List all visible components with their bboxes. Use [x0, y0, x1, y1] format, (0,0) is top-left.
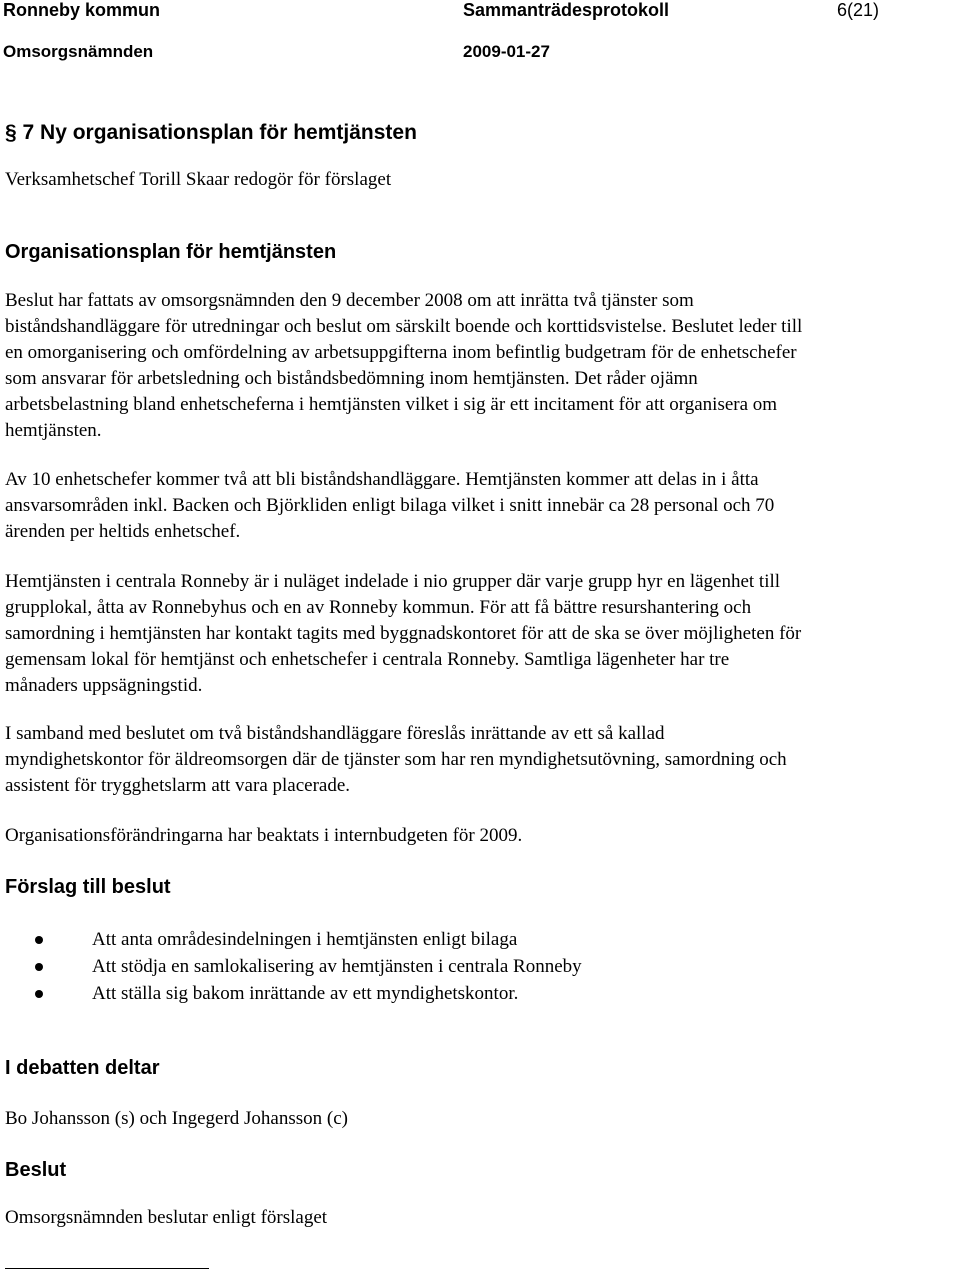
paragraph-line: myndighetskontor för äldreomsorgen där de tjänster som har ren myndighetsutövning, samordning och — [5, 749, 787, 770]
paragraph-line: biståndshandläggare för utredningar och beslut om särskilt boende och korttidsvistelse. Beslutet leder till — [5, 316, 803, 337]
proposal-heading: Förslag till beslut — [5, 876, 171, 898]
decision-text: Omsorgsnämnden beslutar enligt förslaget — [5, 1207, 328, 1228]
header-municipality: Ronneby kommun — [3, 0, 161, 20]
paragraph-4 — [5, 721, 945, 799]
paragraph-1 — [5, 288, 945, 444]
section-heading: Organisationsplan för hemtjänsten — [5, 241, 337, 263]
paragraph-line: som ansvarar för arbetsledning och biståndsbedömning inom hemtjänsten. Det råder ojämn — [5, 368, 698, 389]
bullet-icon — [35, 990, 43, 998]
paragraph-line: ansvarsområden inkl. Backen och Björkliden enligt bilaga vilket i snitt innebär ca 28 personal och 70 — [5, 495, 775, 516]
header-date: 2009-01-27 — [463, 42, 550, 61]
paragraph-line: samordning i hemtjänsten har kontakt tagits med byggnadskontoret för att de ska se över möjligheten för — [5, 623, 802, 644]
decision-heading: Beslut — [5, 1159, 67, 1181]
list-item — [0, 926, 582, 953]
paragraph-line: I samband med beslutet om två biståndshandläggare föreslås inrättande av ett så kallad — [5, 723, 665, 744]
proposal-item-text: Att ställa sig bakom inrättande av ett myndighetskontor. — [92, 983, 519, 1004]
paragraph-line: Beslut har fattats av omsorgsnämnden den 9 december 2008 om att inrätta två tjänster som — [5, 290, 694, 311]
paragraph-line: månaders uppsägningstid. — [5, 675, 203, 696]
paragraph-2 — [5, 467, 945, 545]
list-item — [0, 980, 582, 1007]
header-board: Omsorgsnämnden — [3, 42, 154, 61]
paragraph-line: Av 10 enhetschefer kommer två att bli biståndshandläggare. Hemtjänsten kommer att delas in i åtta — [5, 469, 759, 490]
debate-heading: I debatten deltar — [5, 1057, 160, 1079]
proposal-item-text: Att anta områdesindelningen i hemtjänsten enligt bilaga — [92, 929, 518, 950]
item-title: § 7 Ny organisationsplan för hemtjänsten — [5, 121, 417, 144]
proposal-list — [0, 926, 582, 1007]
debate-participants: Bo Johansson (s) och Ingegerd Johansson (c) — [5, 1108, 348, 1129]
proposal-item-text: Att stödja en samlokalisering av hemtjänsten i centrala Ronneby — [92, 956, 582, 977]
paragraph-5: Organisationsförändringarna har beaktats i internbudgeten för 2009. — [5, 825, 523, 846]
header-page-number: 6(21) — [837, 0, 880, 20]
bullet-icon — [35, 936, 43, 944]
paragraph-line: en omorganisering och omfördelning av arbetsuppgifterna inom befintlig budgetram för de enhetschefer — [5, 342, 797, 363]
paragraph-line: gemensam lokal för hemtjänst och enhetschefer i centrala Ronneby. Samtliga lägenheter har tre — [5, 649, 730, 670]
paragraph-line: grupplokal, åtta av Ronnebyhus och en av Ronneby kommun. För att få bättre resurshantering och — [5, 597, 752, 618]
list-item — [0, 953, 582, 980]
item-intro: Verksamhetschef Torill Skaar redogör för förslaget — [5, 169, 392, 190]
paragraph-line: arbetsbelastning bland enhetscheferna i hemtjänsten vilket i sig är ett incitament för att organisera om — [5, 394, 778, 415]
signature-line — [5, 1268, 209, 1269]
paragraph-line: assistent för trygghetslarm att vara placerade. — [5, 775, 351, 796]
bullet-icon — [35, 963, 43, 971]
paragraph-3 — [5, 569, 945, 699]
paragraph-line: ärenden per heltids enhetschef. — [5, 521, 241, 542]
paragraph-line: hemtjänsten. — [5, 420, 102, 441]
paragraph-line: Hemtjänsten i centrala Ronneby är i nuläget indelade i nio grupper där varje grupp hyr en lägenhet till — [5, 571, 781, 592]
header-doc-type: Sammanträdesprotokoll — [463, 0, 670, 20]
